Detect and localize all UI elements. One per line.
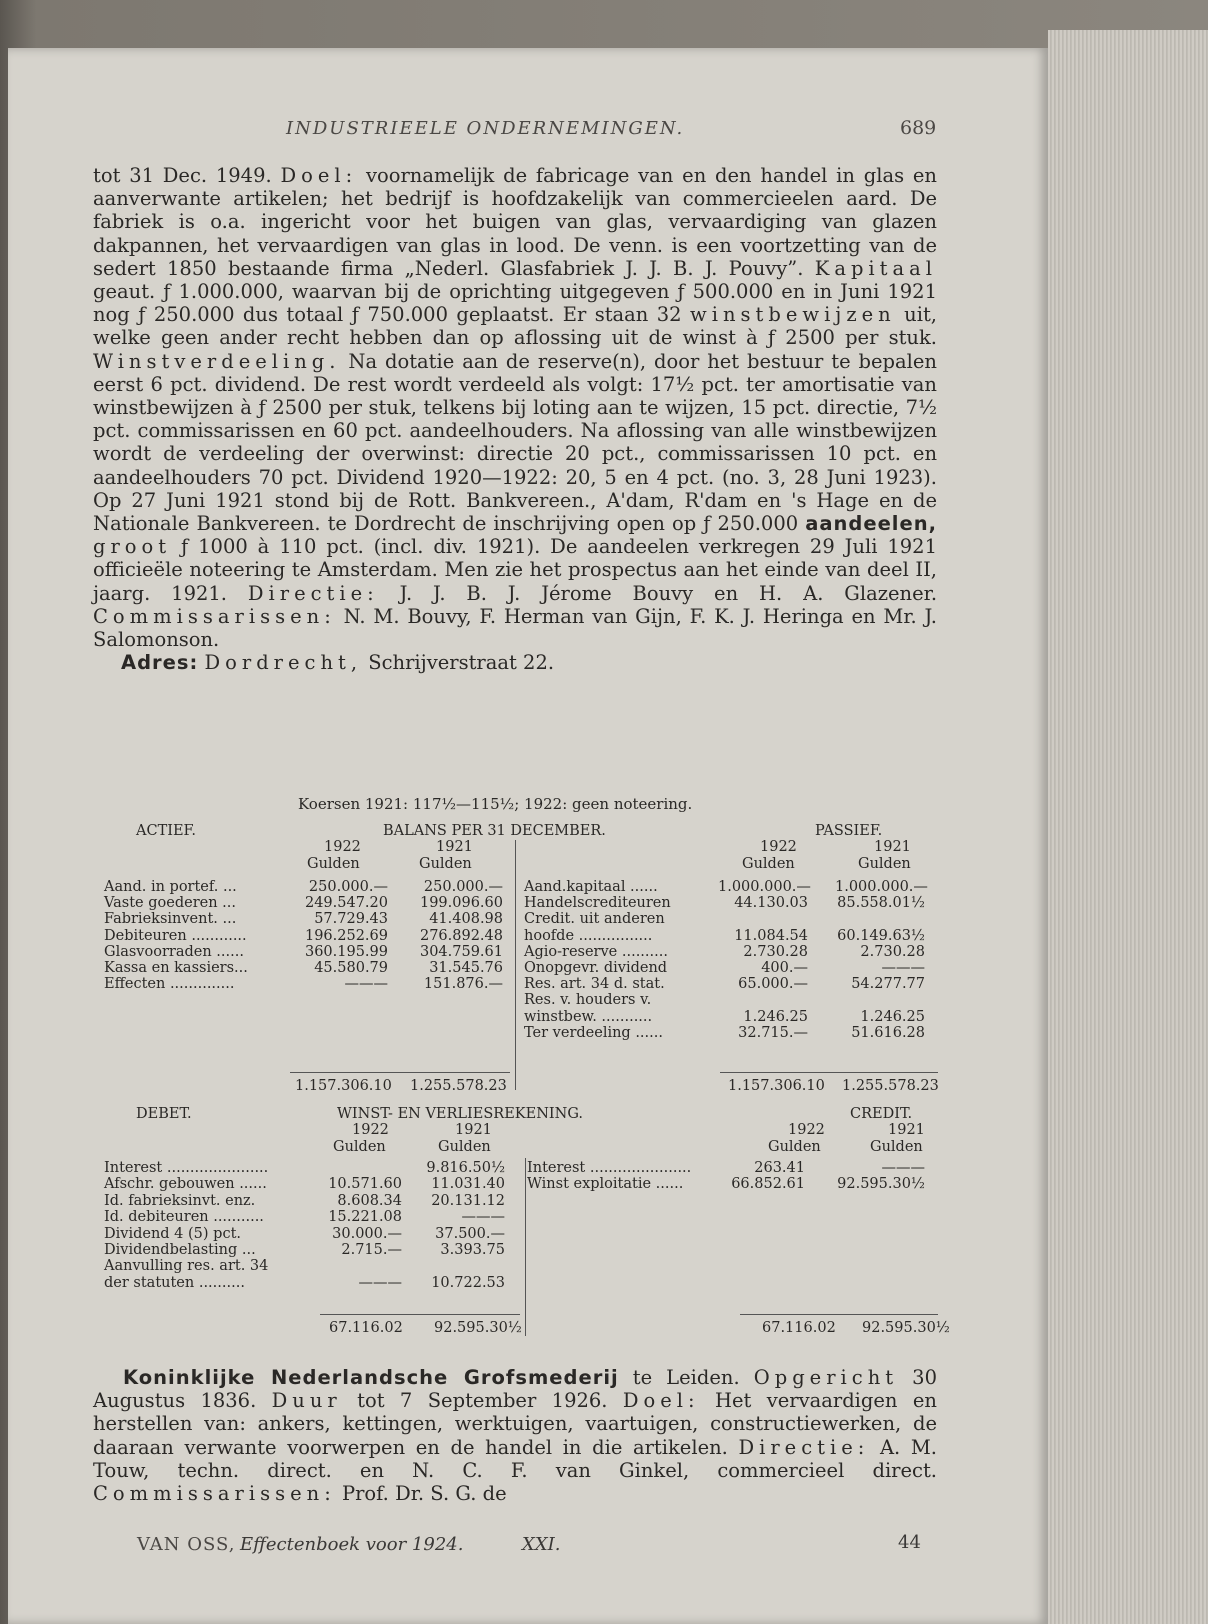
- row-label: Agio-reserve ..........: [524, 943, 668, 960]
- col-year: 1922: [760, 839, 797, 855]
- row-label: Res. v. houders v.: [524, 992, 652, 1009]
- row-label: Ter verdeeling ......: [524, 1024, 663, 1041]
- row-value: 9.816.50½: [426, 1160, 505, 1176]
- total-rule: [740, 1314, 938, 1315]
- col-currency: Gulden: [438, 1139, 491, 1155]
- row-value: 249.547.20: [304, 895, 388, 912]
- page-edges: [1048, 30, 1208, 1624]
- label-winstbewijzen: winstbewijzen: [690, 303, 896, 327]
- col-currency: Gulden: [768, 1139, 821, 1155]
- running-header: INDUSTRIEELE ONDERNEMINGEN.: [286, 118, 685, 139]
- text-segment: J. J. B. J. Jérome Bouvy en H. A. Glazener.: [399, 581, 938, 605]
- col-year: 1922: [788, 1122, 825, 1138]
- text-segment: N. M. Bouvy, F. Herman van Gijn, F. K. J. Heringa en Mr. J. Salomonson.: [93, 604, 937, 652]
- row-value: 30.000.—: [332, 1225, 402, 1242]
- winst-title: WINST- EN VERLIESREKENING.: [337, 1106, 583, 1122]
- table-divider: [525, 1158, 526, 1336]
- col-year: 1922: [352, 1122, 389, 1138]
- row-label: Debiteuren ............: [104, 927, 247, 944]
- col-year: 1921: [436, 839, 473, 855]
- row-label: Glasvoorraden ......: [104, 943, 244, 960]
- row-value: 60.149.63½: [837, 927, 925, 944]
- text-segment: tot 31 Dec. 1949.: [93, 164, 272, 187]
- row-value: 44.130.03: [734, 895, 808, 912]
- company-description-2: [93, 1366, 937, 1505]
- row-value: 11.084.54: [734, 927, 808, 944]
- row-label: Kassa en kassiers...: [104, 960, 248, 976]
- row-value: ———: [358, 1274, 402, 1291]
- row-value: 92.595.30½: [837, 1176, 925, 1193]
- label-adres: Adres:: [121, 651, 199, 675]
- row-label: Onopgevr. dividend: [524, 960, 668, 976]
- page-number: 689: [900, 117, 937, 139]
- row-value: 2.715.—: [341, 1242, 402, 1258]
- col-currency: Gulden: [858, 856, 911, 872]
- winst-total-right-1922: 67.116.02: [762, 1320, 836, 1336]
- label-directie: Directie:: [247, 581, 379, 605]
- col-currency: Gulden: [419, 856, 472, 872]
- row-value: 2.730.28: [743, 943, 808, 960]
- text-segment: 30 Augustus 1836.: [93, 1366, 937, 1413]
- text-segment: A. M. Touw, techn. direct. en N. C. F. van Ginkel, commercieel direct.: [93, 1435, 937, 1482]
- row-label: Interest ......................: [527, 1160, 692, 1176]
- row-value: 1.000.000.—: [718, 879, 811, 895]
- label-winstverdeeling: Winstverdeeling.: [93, 349, 341, 373]
- balans-passief-heading: PASSIEF.: [815, 823, 883, 839]
- balans-actief-heading: ACTIEF.: [136, 823, 196, 839]
- row-value: 263.41: [754, 1160, 805, 1176]
- text-segment: Het vervaardigen en herstellen van: ankers, kettingen, werktuigen, vaartuigen, constructiewerken, de daaraan verwante voorwerpen en de handel in die artikelen.: [93, 1389, 937, 1459]
- col-currency: Gulden: [307, 856, 360, 872]
- label-doel: Doel:: [280, 164, 358, 187]
- col-year: 1921: [888, 1122, 925, 1138]
- label-commissarissen: Commissarissen:: [93, 604, 336, 628]
- total-rule: [320, 1314, 520, 1315]
- row-value: 276.892.48: [419, 927, 503, 944]
- row-value: 250.000.—: [308, 879, 388, 895]
- row-value: 11.031.40: [431, 1176, 505, 1193]
- col-currency: Gulden: [870, 1139, 923, 1155]
- col-year: 1922: [324, 839, 361, 855]
- row-value: 10.571.60: [328, 1176, 402, 1193]
- company-name: Koninklijke Nederlandsche Grofsmederij: [123, 1366, 619, 1389]
- row-value: 196.252.69: [304, 927, 388, 944]
- row-label: Credit. uit anderen: [524, 911, 665, 928]
- row-label: hoofde ................: [524, 927, 653, 944]
- row-value: 360.195.99: [304, 943, 388, 960]
- row-value: 1.000.000.—: [835, 879, 928, 895]
- text-segment: voornamelijk de fabricage van en den handel in glas en aanverwante artikelen; het bedrijf is hoofdzakelijk van commercieelen aard. De fabriek is o.a. ingericht voor het buigen van glas, vervaardiging van glazen dakpannen, het vervaardigen van glas in lood. De venn. is een voortzetting van de sedert 1850 bestaande firma „Nederl. Glasfabriek J. J. B. J. Pouvy”.: [93, 164, 937, 280]
- row-label: Handelscrediteuren: [524, 895, 671, 912]
- winst-credit-heading: CREDIT.: [850, 1106, 913, 1122]
- text-segment: uit, welke geen ander recht hebben dan op aflossing uit de winst à ƒ 2500 per stuk.: [93, 303, 938, 350]
- row-value: 1.246.25: [860, 1008, 925, 1025]
- label-kapitaal: Kapitaal: [814, 256, 937, 280]
- label-directie: Directie:: [738, 1435, 870, 1459]
- row-value: 65.000.—: [738, 976, 808, 993]
- text-segment: tot 7 September 1926.: [357, 1389, 608, 1413]
- label-duur: Duur: [271, 1389, 342, 1413]
- row-label: Dividend 4 (5) pct.: [104, 1225, 242, 1242]
- text-segment: te Leiden.: [632, 1366, 740, 1389]
- row-value: 54.277.77: [851, 976, 925, 993]
- row-label: Aand. in portef. ...: [104, 879, 237, 895]
- total-rule: [720, 1072, 938, 1073]
- row-value: 85.558.01½: [837, 895, 925, 912]
- winst-debet-heading: DEBET.: [136, 1106, 192, 1122]
- row-label: Dividendbelasting ...: [104, 1242, 256, 1258]
- label-commissarissen: Commissarissen:: [93, 1482, 336, 1506]
- col-currency: Gulden: [333, 1139, 386, 1155]
- row-label: Winst exploitatie ......: [527, 1176, 684, 1193]
- row-value: 10.722.53: [431, 1274, 505, 1291]
- row-value: ———: [881, 960, 925, 976]
- total-rule: [290, 1072, 510, 1073]
- text-segment: ƒ 1000 à 110 pct. (incl. div. 1921). De aandeelen verkregen 29 Juli 1921 officieële noteering te Amsterdam. Men zie het prospectus aan het einde van deel II, jaarg. 1921.: [93, 535, 937, 605]
- label-doel: Doel:: [622, 1389, 700, 1413]
- balans-total-left-1922: 1.157.306.10: [295, 1078, 392, 1094]
- row-value: 31.545.76: [429, 960, 503, 976]
- text-address: Schrijverstraat 22.: [368, 651, 555, 675]
- label-opgericht: Opgericht: [753, 1366, 899, 1389]
- row-label: der statuten ..........: [104, 1274, 245, 1291]
- balans-total-right-1921: 1.255.578.23: [842, 1078, 939, 1094]
- row-value: 304.759.61: [419, 943, 503, 960]
- row-value: 15.221.08: [328, 1209, 402, 1226]
- winst-total-right-1921: 92.595.30½: [862, 1320, 950, 1336]
- row-label: Afschr. gebouwen ......: [104, 1176, 267, 1193]
- footer-publisher: VAN OSS,: [137, 1534, 236, 1555]
- row-label: Effecten ..............: [104, 976, 235, 993]
- row-label: Id. fabrieksinvt. enz.: [104, 1192, 256, 1209]
- row-value: ———: [344, 976, 388, 993]
- balans-total-left-1921: 1.255.578.23: [410, 1078, 507, 1094]
- footer-signature: 44: [898, 1532, 921, 1553]
- row-value: 199.096.60: [419, 895, 503, 912]
- label-aandeelen: aandeelen,: [805, 512, 937, 536]
- row-value: 2.730.28: [860, 943, 925, 960]
- col-year: 1921: [455, 1122, 492, 1138]
- text-dordrecht: Dordrecht,: [204, 651, 363, 675]
- col-currency: Gulden: [742, 856, 795, 872]
- row-label: Res. art. 34 d. stat.: [524, 976, 665, 993]
- row-label: Aand.kapitaal ......: [524, 879, 658, 895]
- text-segment: Na dotatie aan de reserve(n), door het bestuur te bepalen eerst 6 pct. dividend. De rest wordt verdeeld als volgt: 17½ pct. ter amortisatie van winstbewijzen à ƒ 2500 per stuk, telkens bij loting aan te wijzen, 15 pct. directie, 7½ pct. commissarissen en 60 pct. aandeelhouders. Na aflossing van alle winstbewijzen wordt de verdeeling der overwinst: directie 20 pct., commissarissen 10 pct. en aandeelhouders 70 pct. Dividend 1920—1922: 20, 5 en 4 pct. (no. 3, 28 Juni 1923). Op 27 Juni 1921 stond bij de Rott. Bankvereen., A'dam, R'dam en 's Hage en de Nationale Bankvereen. te Dordrecht de inschrijving open op ƒ 250.000: [93, 349, 937, 536]
- text-segment: geaut. ƒ 1.000.000, waarvan bij de oprichting uitgegeven ƒ 500.000 en in Juni 1921 nog ƒ 250.000 dus totaal ƒ 750.000 geplaatst. Er staan 32: [93, 280, 937, 327]
- row-value: 400.—: [761, 960, 808, 976]
- footer-title: Effectenboek voor 1924.: [240, 1534, 464, 1555]
- row-value: 66.852.61: [731, 1176, 805, 1193]
- label-groot: groot: [93, 535, 172, 559]
- col-year: 1921: [874, 839, 911, 855]
- row-label: Id. debiteuren ...........: [104, 1209, 264, 1226]
- row-value: 250.000.—: [423, 879, 503, 895]
- company-description: [93, 164, 937, 674]
- row-value: 32.715.—: [738, 1024, 808, 1041]
- row-value: 151.876.—: [423, 976, 503, 993]
- row-label: winstbew. ...........: [524, 1008, 653, 1025]
- row-value: 20.131.12: [431, 1192, 505, 1209]
- row-value: 3.393.75: [440, 1242, 505, 1258]
- row-value: 37.500.—: [435, 1225, 505, 1242]
- winst-total-left-1921: 92.595.30½: [434, 1320, 522, 1336]
- row-label: Vaste goederen ...: [104, 895, 236, 912]
- table-divider: [515, 840, 516, 1090]
- footer-volume: XXI.: [522, 1534, 561, 1555]
- row-value: ———: [881, 1160, 925, 1176]
- row-label: Aanvulling res. art. 34: [104, 1258, 269, 1275]
- koersen-line: Koersen 1921: 117½—115½; 1922: geen noteering.: [298, 795, 693, 813]
- text-segment: Prof. Dr. S. G. de: [341, 1482, 507, 1506]
- row-value: 45.580.79: [314, 960, 388, 976]
- row-value: 57.729.43: [314, 911, 388, 928]
- row-label: Fabrieksinvent. ...: [104, 911, 237, 928]
- row-value: ———: [461, 1209, 505, 1226]
- winst-total-left-1922: 67.116.02: [329, 1320, 403, 1336]
- balans-total-right-1922: 1.157.306.10: [728, 1078, 825, 1094]
- balans-title: BALANS PER 31 DECEMBER.: [383, 823, 606, 839]
- row-value: 51.616.28: [851, 1024, 925, 1041]
- row-value: 1.246.25: [743, 1008, 808, 1025]
- row-value: 8.608.34: [337, 1192, 402, 1209]
- row-value: 41.408.98: [429, 911, 503, 928]
- row-label: Interest ......................: [104, 1160, 269, 1176]
